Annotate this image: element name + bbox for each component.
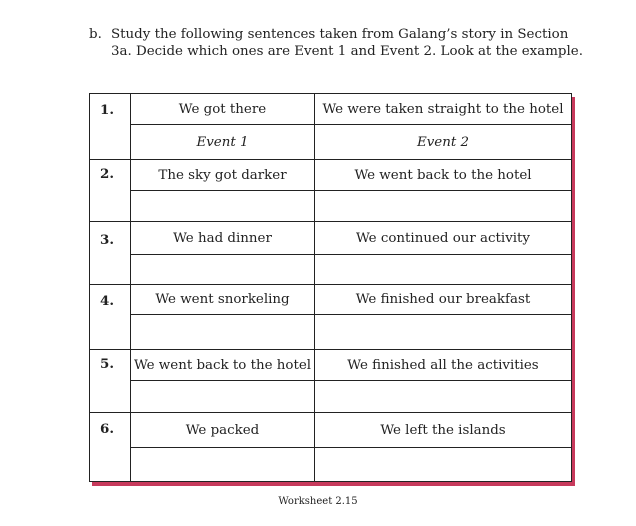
instruction-marker: b. xyxy=(89,27,102,42)
event-sentence-right: We continued our activity xyxy=(356,230,530,246)
answer-cell-left[interactable] xyxy=(131,255,314,284)
row-number: 1. xyxy=(100,102,114,118)
event-sentence-left: We packed xyxy=(185,422,260,438)
answer-cell-left[interactable] xyxy=(131,448,314,481)
event-sentence-right: We were taken straight to the hotel xyxy=(322,101,564,117)
instruction-line-2: 3a. Decide which ones are Event 1 and Event 2. Look at the example. xyxy=(111,44,583,59)
row-number: 5. xyxy=(100,356,114,372)
answer-cell-left[interactable] xyxy=(131,381,314,412)
answer-cell-left[interactable] xyxy=(131,191,314,221)
row-number: 3. xyxy=(100,232,114,248)
table-box xyxy=(89,93,572,482)
event-sentence-right: We went back to the hotel xyxy=(354,167,532,183)
answer-cell-right[interactable] xyxy=(315,191,571,221)
event-sentence-right: We finished our breakfast xyxy=(355,292,531,307)
answer-cell-right[interactable] xyxy=(315,255,571,284)
answer-cell-right[interactable] xyxy=(315,381,571,412)
event-sentence-right: We finished all the activities xyxy=(347,357,539,373)
answer-cell-right[interactable] xyxy=(315,448,571,481)
event-sentence-left: We went back to the hotel xyxy=(133,357,312,373)
answer-cell-right[interactable] xyxy=(315,315,571,349)
row-number: 4. xyxy=(100,293,114,309)
answer-cell-right: Event 2 xyxy=(416,134,470,150)
worksheet-label: Worksheet 2.15 xyxy=(278,496,358,507)
worksheet-table xyxy=(89,93,572,482)
answer-cell-left: Event 1 xyxy=(196,134,249,150)
event-sentence-left: We got there xyxy=(178,101,267,117)
event-sentence-left: We had dinner xyxy=(173,230,272,246)
instruction-line-1: Study the following sentences taken from Galang’s story in Section xyxy=(111,27,569,42)
answer-cell-left[interactable] xyxy=(131,315,314,349)
event-sentence-right: We left the islands xyxy=(380,422,506,438)
row-number: 2. xyxy=(100,166,114,182)
row-number: 6. xyxy=(100,421,114,437)
instruction-text xyxy=(89,26,589,60)
event-sentence-left: We went snorkeling xyxy=(155,292,290,307)
event-sentence-left: The sky got darker xyxy=(158,167,287,183)
